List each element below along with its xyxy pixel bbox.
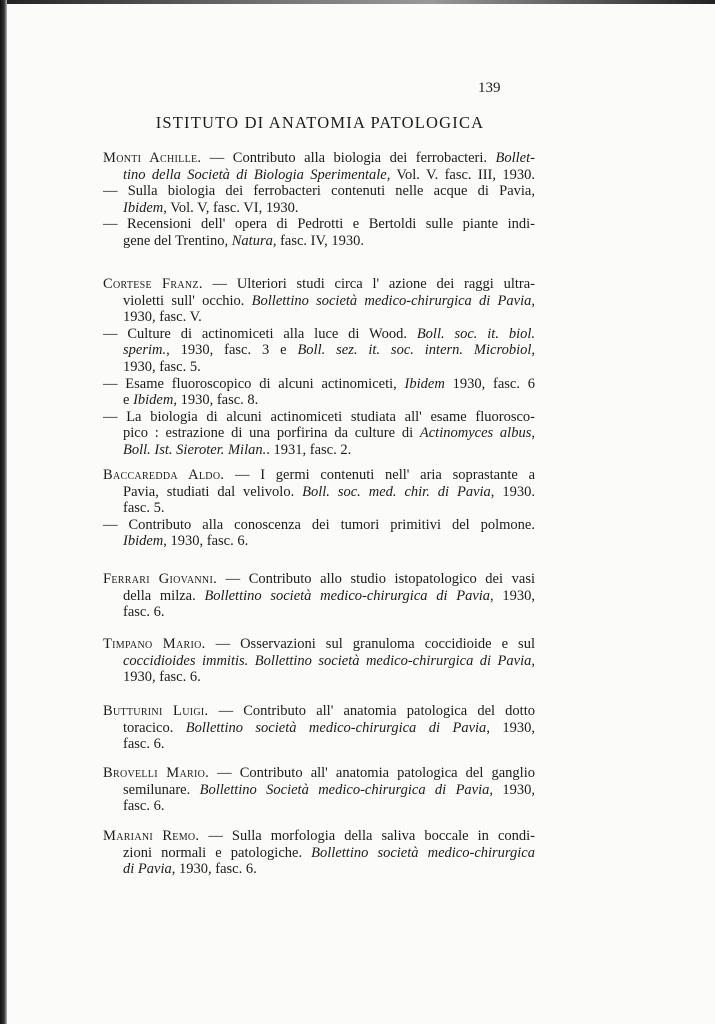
citation-text: , fasc. IV, 1930. xyxy=(272,232,364,249)
author-name: Mariani Remo. xyxy=(103,828,200,844)
citation-text: — Contributo all' anatomia patologica del dotto xyxy=(208,703,535,719)
citation-text: semilunare. xyxy=(123,781,200,798)
text-line xyxy=(103,736,535,753)
citation-text: 1930, fasc. 6 xyxy=(444,375,535,392)
citation-text: 1930, fasc. 5. xyxy=(123,358,201,375)
citation-text: , xyxy=(531,342,535,359)
text-line xyxy=(103,392,535,409)
citation-text: , xyxy=(531,652,535,669)
text-line xyxy=(103,669,535,686)
text-line xyxy=(103,409,535,426)
text-line xyxy=(103,517,535,534)
author-name: Cortese Franz. xyxy=(103,276,203,292)
citation-text: toracico. xyxy=(123,719,186,736)
author-name: Timpano Mario. xyxy=(103,636,206,652)
page-number: 139 xyxy=(478,80,501,96)
citation-italic: Ibidem xyxy=(123,199,164,216)
citation-italic: Actinomyces albus xyxy=(419,425,532,442)
citation-text: , 1930, fasc. 8. xyxy=(173,392,259,409)
text-line xyxy=(103,604,535,621)
page-title: ISTITUTO DI ANATOMIA PATOLOGICA xyxy=(155,113,485,132)
citation-italic: Bollettino società medico-chirurgica xyxy=(311,844,535,861)
bibliography-entry xyxy=(103,467,535,550)
text-line xyxy=(103,342,535,359)
citation-italic: Boll. Ist. Sieroter. Milan. xyxy=(123,441,267,458)
citation-text: — Esame fluoroscopico di alcuni actinomiceti, xyxy=(103,375,405,392)
bibliography-entry xyxy=(103,150,535,250)
citation-italic: Boll. sez. it. soc. intern. Microbiol xyxy=(297,342,532,359)
text-line xyxy=(103,845,535,862)
text-line xyxy=(103,442,535,459)
citation-italic: Bollettino società medico-chirurgica di Pavia xyxy=(204,587,491,604)
text-line xyxy=(103,828,535,845)
citation-text: — Culture di actinomiceti alla luce di Wood. xyxy=(103,325,417,342)
bibliography-entry xyxy=(103,276,535,459)
text-line xyxy=(103,588,535,605)
text-line xyxy=(103,359,535,376)
citation-text: , Vol. V, fasc. VI, 1930. xyxy=(163,199,299,216)
text-line xyxy=(103,150,535,167)
citation-text: violetti sull' occhio. xyxy=(123,292,252,309)
citation-italic: di Pavia xyxy=(123,861,172,878)
citation-text: , xyxy=(531,425,535,442)
citation-text: — Contributo alla biologia dei ferrobacteri. xyxy=(201,150,496,166)
scan-edge-top xyxy=(0,0,715,4)
text-line xyxy=(103,326,535,343)
text-line xyxy=(103,200,535,217)
text-line xyxy=(103,233,535,250)
citation-text: 1930, fasc. 6. xyxy=(123,669,201,686)
citation-text: , 1930, xyxy=(490,587,535,604)
text-line xyxy=(103,765,535,782)
scan-edge-left xyxy=(0,0,7,1024)
citation-text: , 1930, xyxy=(486,719,535,736)
citation-text: — Osservazioni sul granuloma coccidioide e sul xyxy=(205,636,535,652)
citation-text: e xyxy=(123,392,134,409)
citation-text: fasc. 5. xyxy=(123,500,165,517)
text-line xyxy=(103,720,535,737)
citation-text: , 1930, fasc. 6. xyxy=(171,861,257,878)
citation-italic: Bollettino società medico-chirurgica di Pavia xyxy=(251,292,532,309)
text-line xyxy=(103,276,535,293)
citation-text: — I germi contenuti nell' aria soprastante a xyxy=(224,467,535,483)
citation-text: , xyxy=(531,292,535,309)
citation-text: — Contributo allo studio istopatologico dei vasi xyxy=(217,571,535,587)
citation-text: fasc. 6. xyxy=(123,798,165,815)
citation-text: pico : estrazione di una porfirina da culture di xyxy=(123,425,420,442)
text-line xyxy=(103,425,535,442)
text-line xyxy=(103,183,535,200)
citation-text: , Vol. V. fasc. III, 1930. xyxy=(386,166,535,183)
author-name: Baccaredda Aldo. xyxy=(103,467,225,483)
text-line xyxy=(103,571,535,588)
text-line xyxy=(103,798,535,815)
citation-italic: Ibidem xyxy=(123,533,164,550)
text-line xyxy=(103,484,535,501)
citation-text: fasc. 6. xyxy=(123,736,165,753)
citation-italic: Boll. soc. it. biol. xyxy=(416,325,535,342)
citation-text: fasc. 6. xyxy=(123,604,165,621)
text-line xyxy=(103,167,535,184)
citation-text: — Sulla morfologia della saliva boccale in condi- xyxy=(199,828,535,844)
citation-text: — Ulteriori studi circa l' azione dei raggi ultra- xyxy=(202,276,535,292)
citation-text: zioni normali e patologiche. xyxy=(123,844,312,861)
citation-text: , 1930, fasc. 3 e xyxy=(166,342,298,359)
citation-italic: Ibidem xyxy=(404,375,445,392)
citation-text: , 1930. xyxy=(490,483,535,500)
text-line xyxy=(103,782,535,799)
text-line xyxy=(103,861,535,878)
citation-italic: Boll. soc. med. chir. di Pavia xyxy=(302,483,491,500)
citation-text: 1930, fasc. V. xyxy=(123,309,202,326)
citation-text: Pavia, studiati dal velivolo. xyxy=(123,483,303,500)
citation-italic: Bollettino Società medico-chirurgica di Pavia xyxy=(199,781,490,798)
text-line xyxy=(103,376,535,393)
citation-italic: sperim. xyxy=(123,342,167,359)
text-line xyxy=(103,309,535,326)
bibliography-entry xyxy=(103,636,535,686)
citation-italic: Natura xyxy=(231,232,273,249)
text-line xyxy=(103,216,535,233)
bibliography-entry xyxy=(103,703,535,753)
citation-italic: coccidioides immitis. Bollettino società medico-chirurgica di Pavia xyxy=(123,652,532,669)
citation-text: gene del Trentino, xyxy=(123,232,232,249)
author-name: Butturini Luigi. xyxy=(103,703,209,719)
citation-text: — La biologia di alcuni actinomiceti studiata all' esame fluorosco- xyxy=(103,408,535,425)
text-line xyxy=(103,293,535,310)
bibliography-entry xyxy=(103,765,535,815)
author-name: Monti Achille. xyxy=(103,150,202,166)
citation-text: — Contributo alla conoscenza dei tumori primitivi del polmone. xyxy=(103,516,535,533)
citation-italic: tino della Società di Biologia Sperimentale xyxy=(123,166,387,183)
citation-text: , 1930, fasc. 6. xyxy=(163,533,249,550)
text-line xyxy=(103,703,535,720)
citation-text: — Contributo all' anatomia patologica del ganglio xyxy=(209,765,535,781)
citation-italic: Bollet- xyxy=(495,150,535,166)
citation-text: . 1931, fasc. 2. xyxy=(266,441,352,458)
bibliography-entry xyxy=(103,571,535,621)
citation-text: , 1930, xyxy=(489,781,535,798)
text-line xyxy=(103,467,535,484)
author-name: Brovelli Mario. xyxy=(103,765,210,781)
author-name: Ferrari Giovanni. xyxy=(103,571,218,587)
citation-italic: Bollettino società medico-chirurgica di Pavia xyxy=(185,719,487,736)
text-line xyxy=(103,636,535,653)
text-line xyxy=(103,653,535,670)
citation-text: della milza. xyxy=(123,587,205,604)
citation-text: — Sulla biologia dei ferrobacteri contenuti nelle acque di Pavia, xyxy=(103,183,535,200)
citation-italic: Ibidem xyxy=(133,392,174,409)
text-line xyxy=(103,500,535,517)
text-line xyxy=(103,533,535,550)
citation-text: — Recensioni dell' opera di Pedrotti e Bertoldi sulle piante indi- xyxy=(103,216,535,233)
bibliography-entry xyxy=(103,828,535,878)
